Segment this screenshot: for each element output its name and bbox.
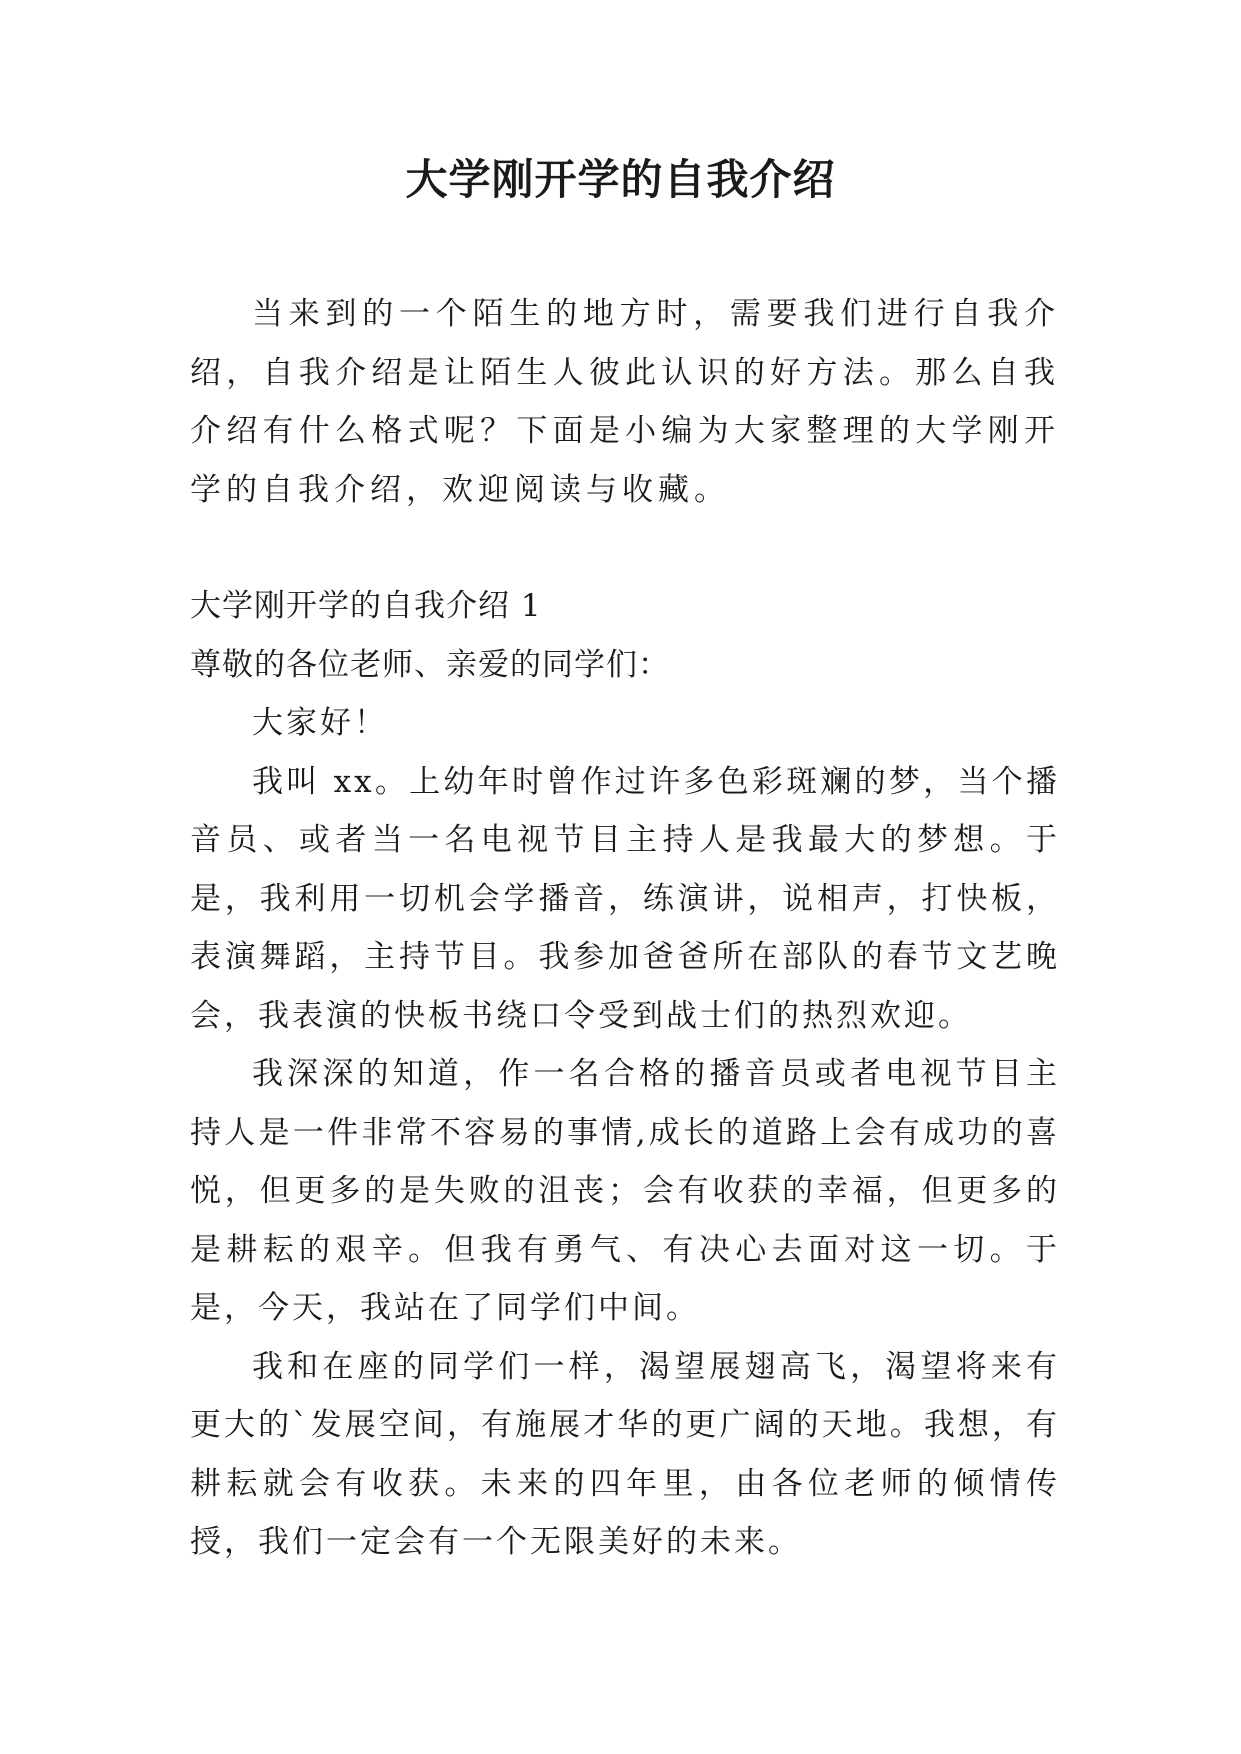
document-title: 大学刚开学的自我介绍: [405, 155, 836, 204]
greeting: 大家好！: [252, 705, 388, 741]
body-paragraph: 我深深的知道，作一名合格的播音员或者电视节目主持人是一件非常不容易的事情,成长的道路上会有成功的喜悦，但更多的是失败的沮丧；会有收获的幸福，但更多的是耕耘的艰辛。但我有勇气、有决心去面对这一切。于是，今天，我站在了同学们中间。: [190, 1056, 1060, 1326]
salutation: 尊敬的各位老师、亲爱的同学们：: [190, 646, 670, 683]
body-paragraph: 我叫 xx。上幼年时曾作过许多色彩斑斓的梦，当个播音员、或者当一名电视节目主持人是我最大的梦想。于是，我利用一切机会学播音，练演讲，说相声，打快板，表演舞蹈，主持节目。我参加爸爸所在部队的春节文艺晚会，我表演的快板书绕口令受到战士们的热烈欢迎。: [190, 763, 1060, 1034]
document-body: [190, 285, 1060, 1572]
body-paragraph: 我和在座的同学们一样，渴望展翅高飞，渴望将来有更大的`发展空间，有施展才华的更广阔的天地。我想，有耕耘就会有收获。未来的四年里，由各位老师的倾情传授，我们一定会有一个无限美好的未来。: [190, 1348, 1060, 1560]
intro-paragraph: 当来到的一个陌生的地方时，需要我们进行自我介绍，自我介绍是让陌生人彼此认识的好方法。那么自我介绍有什么格式呢？下面是小编为大家整理的大学刚开学的自我介绍，欢迎阅读与收藏。: [190, 296, 1060, 508]
section-heading: 大学刚开学的自我介绍 1: [190, 588, 542, 624]
